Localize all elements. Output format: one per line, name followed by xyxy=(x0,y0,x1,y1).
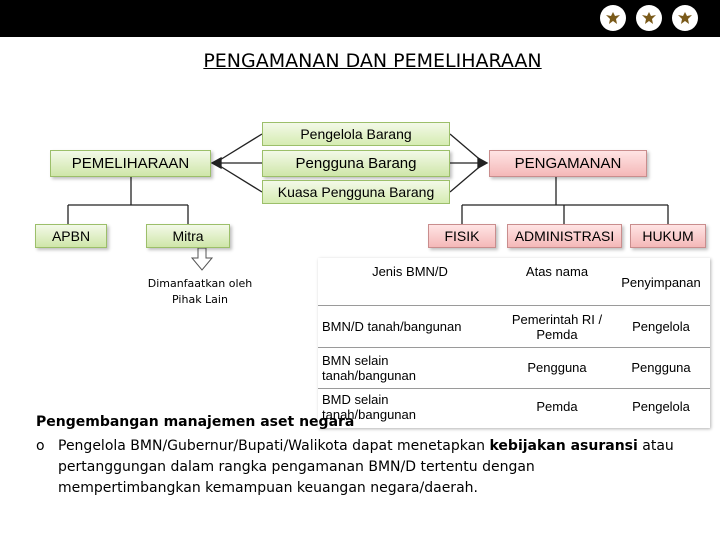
table-cell: Pengelola xyxy=(632,319,690,334)
fisik-box xyxy=(428,224,496,248)
pengamanan-box xyxy=(489,150,647,177)
pengelola-barang-box xyxy=(262,122,450,146)
fisik-label: FISIK xyxy=(444,227,480,244)
table-cell: Pengelola xyxy=(632,399,690,414)
table-cell: BMN selain tanah/bangunan xyxy=(322,352,416,383)
mitra-box xyxy=(146,224,230,248)
table-header: Atas nama xyxy=(525,264,589,279)
hukum-box xyxy=(630,224,706,248)
table-header: Penyimpanan xyxy=(621,274,701,290)
apbn-box xyxy=(35,224,107,248)
pengguna-barang-box xyxy=(262,150,450,177)
apbn-label: APBN xyxy=(51,227,91,244)
pengguna-barang-label: Pengguna Barang xyxy=(295,155,417,172)
mitra-label: Mitra xyxy=(172,227,204,244)
pemeliharaan-label: PEMELIHARAAN xyxy=(71,155,190,172)
mitra-note xyxy=(138,276,262,308)
paragraph-line2: pertanggungan dalam rangka pengamanan BMN/D tertentu dengan xyxy=(58,459,535,475)
paragraph-bold-text: kebijakan asuransi xyxy=(489,438,638,454)
paragraph-line3: mempertimbangkan kemampuan keuangan negara/daerah. xyxy=(58,480,478,496)
hukum-label: HUKUM xyxy=(642,227,694,244)
paragraph-line1 xyxy=(58,436,718,457)
kuasa-pengguna-box xyxy=(262,180,450,204)
table-cell: BMN/D tanah/bangunan xyxy=(322,319,462,334)
paragraph-text: Pengelola BMN/Gubernur/Bupati/Walikota dapat menetapkan xyxy=(58,438,490,454)
bmn-table xyxy=(318,258,710,428)
administrasi-box xyxy=(507,224,622,248)
bullet-marker: o xyxy=(36,438,45,454)
page-title: PENGAMANAN DAN PEMELIHARAAN xyxy=(203,50,542,72)
table-cell: Pengguna xyxy=(527,360,587,375)
mitra-note-line2: Pihak Lain xyxy=(172,293,228,306)
paragraph-heading: Pengembangan manajemen aset negara xyxy=(36,414,355,430)
kuasa-pengguna-label: Kuasa Pengguna Barang xyxy=(277,183,435,200)
pengamanan-label: PENGAMANAN xyxy=(514,155,622,172)
pemeliharaan-box xyxy=(50,150,211,177)
table-cell: BMD selain tanah/bangunan xyxy=(322,392,416,422)
pengelola-barang-label: Pengelola Barang xyxy=(300,125,412,142)
table-divider xyxy=(318,388,710,389)
table-divider xyxy=(318,305,710,306)
table-header: Jenis BMN/D xyxy=(372,264,448,279)
table-cell: Pengguna xyxy=(631,360,691,375)
administrasi-label: ADMINISTRASI xyxy=(514,227,615,244)
table-cell: Pemerintah RI / Pemda xyxy=(511,311,603,342)
table-divider xyxy=(318,347,710,348)
table-cell: Pemda xyxy=(536,399,578,414)
paragraph-text: atau xyxy=(637,438,674,454)
mitra-note-line1: Dimanfaatkan oleh xyxy=(147,277,253,290)
